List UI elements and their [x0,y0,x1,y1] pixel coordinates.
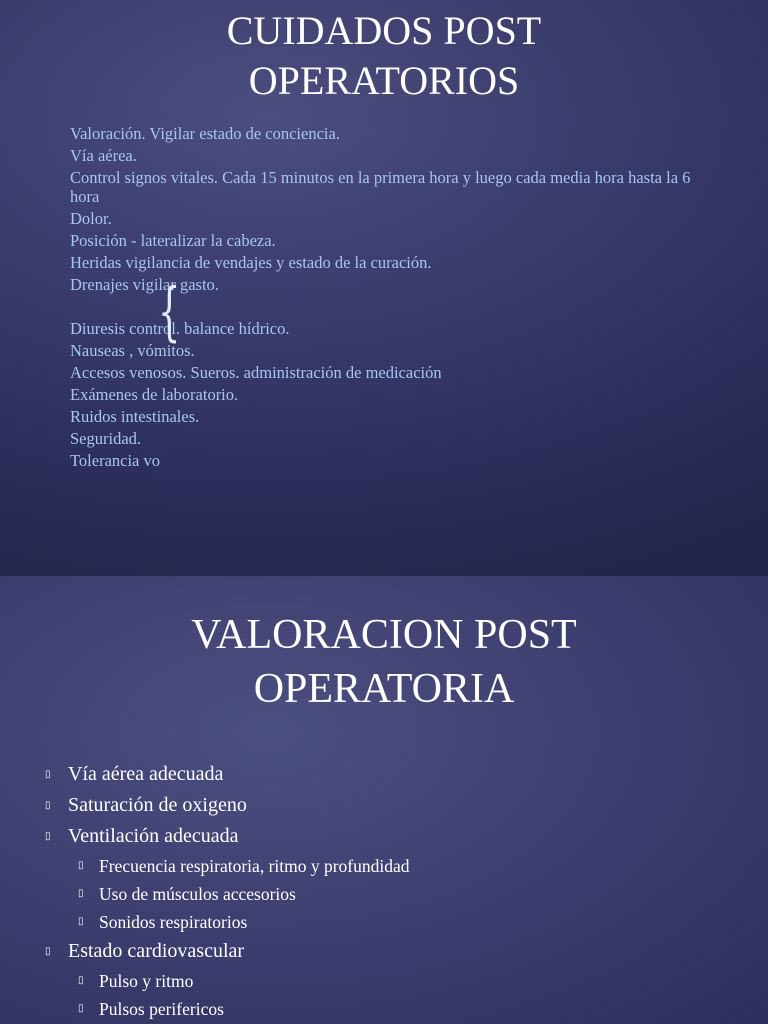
care-item: Tolerancia vo [70,451,161,470]
list-subitem: ▯ Pulsos perifericos [0,995,768,1023]
square-bullet-icon: ▯ [78,860,84,871]
square-bullet-icon: ▯ [78,975,84,986]
square-bullet-icon: ▯ [78,916,84,927]
care-item: Valoración. Vigilar estado de conciencia. [70,124,340,143]
care-item: Nauseas , vómitos. [70,341,195,360]
care-item: Ruidos intestinales. [70,407,200,426]
list-item: ▯ Vía aérea adecuada [0,759,768,790]
care-item: Vía aérea. [70,146,137,165]
list-subitem: ▯ Uso de músculos accesorios [0,880,768,908]
square-bullet-icon: ▯ [45,800,51,811]
curly-brace-icon: { [158,275,181,349]
slide-2-title-line-2: OPERATORIA [253,666,515,712]
square-bullet-icon: ▯ [45,831,51,842]
square-bullet-icon: ▯ [78,1003,84,1014]
slide-1-title-line-2: OPERATORIOS [248,58,520,103]
list-item: ▯ Estado cardiovascular [0,936,768,967]
care-item: Heridas vigilancia de vendajes y estado de la curación. [70,253,432,272]
list-subitem: ▯ Frecuencia respiratoria, ritmo y profundidad [0,852,768,880]
list-item: ▯ Saturación de oxigeno [0,790,768,821]
care-item: Accesos venosos. Sueros. administración de medicación [70,363,442,382]
care-item: Dolor. [70,209,112,228]
slide-1-title-line-1: CUIDADOS POST [226,8,542,53]
slide-2-title [0,608,768,716]
slide-2-title-line-1: VALORACION POST [191,612,577,658]
list-subitem: ▯ Pulso y ritmo [0,967,768,995]
square-bullet-icon: ▯ [78,888,84,899]
assessment-list [0,759,768,1023]
slide-1-title [0,6,768,106]
care-item: Drenajes vigilar gasto. [70,275,219,294]
care-item: Diuresis control. balance hídrico. [70,319,290,338]
slide-valoracion-post-operatoria [0,576,768,1024]
square-bullet-icon: ▯ [45,946,51,957]
square-bullet-icon: ▯ [45,769,51,780]
list-subitem: ▯ Sonidos respiratorios [0,908,768,936]
list-item: ▯ Ventilación adecuada [0,821,768,852]
care-item: Exámenes de laboratorio. [70,385,239,404]
care-item: Posición - lateralizar la cabeza. [70,231,276,250]
care-item: Control signos vitales. Cada 15 minutos en la primera hora y luego cada media hora hasta la 6 hora [70,168,691,206]
care-item: Seguridad. [70,429,142,448]
